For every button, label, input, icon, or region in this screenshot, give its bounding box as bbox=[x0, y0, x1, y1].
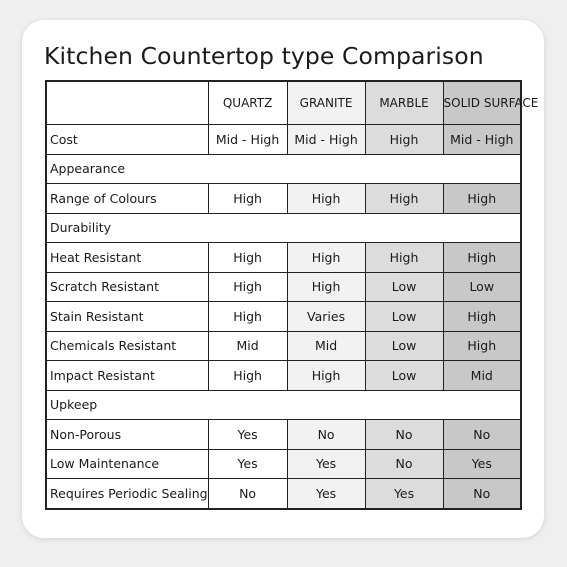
table-row bbox=[46, 302, 521, 332]
table-body bbox=[46, 125, 521, 509]
cell-marble: No bbox=[365, 420, 443, 450]
cell-marble: Low bbox=[365, 331, 443, 361]
column-header-quartz: QUARTZ bbox=[208, 81, 287, 125]
table-row bbox=[46, 361, 521, 391]
cell-granite: Mid - High bbox=[287, 125, 365, 155]
table-row bbox=[46, 420, 521, 450]
section-header-row bbox=[46, 213, 521, 243]
row-label: Range of Colours bbox=[46, 184, 208, 214]
cell-quartz: Yes bbox=[208, 420, 287, 450]
cell-granite: Yes bbox=[287, 479, 365, 509]
row-label: Heat Resistant bbox=[46, 243, 208, 273]
table-row bbox=[46, 331, 521, 361]
cell-solid-surface: High bbox=[443, 302, 521, 332]
page-title: Kitchen Countertop type Comparison bbox=[44, 42, 484, 70]
row-label: Cost bbox=[46, 125, 208, 155]
table-row bbox=[46, 272, 521, 302]
section-label: Upkeep bbox=[46, 390, 521, 420]
section-label: Durability bbox=[46, 213, 521, 243]
cell-granite: Mid bbox=[287, 331, 365, 361]
cell-granite: Varies bbox=[287, 302, 365, 332]
cell-granite: Yes bbox=[287, 449, 365, 479]
cell-marble: No bbox=[365, 449, 443, 479]
table-row bbox=[46, 479, 521, 509]
cell-marble: High bbox=[365, 243, 443, 273]
cell-granite: No bbox=[287, 420, 365, 450]
cell-solid-surface: Yes bbox=[443, 449, 521, 479]
column-header-solid-surface: SOLID SURFACE bbox=[443, 81, 521, 125]
cell-marble: High bbox=[365, 125, 443, 155]
cell-quartz: No bbox=[208, 479, 287, 509]
section-label: Appearance bbox=[46, 154, 521, 184]
cell-solid-surface: Mid - High bbox=[443, 125, 521, 155]
cell-solid-surface: High bbox=[443, 184, 521, 214]
row-label: Chemicals Resistant bbox=[46, 331, 208, 361]
cell-quartz: High bbox=[208, 243, 287, 273]
table-header-row bbox=[46, 81, 521, 125]
row-label: Impact Resistant bbox=[46, 361, 208, 391]
row-label: Scratch Resistant bbox=[46, 272, 208, 302]
cell-quartz: High bbox=[208, 302, 287, 332]
cell-solid-surface: Low bbox=[443, 272, 521, 302]
cell-granite: High bbox=[287, 272, 365, 302]
cell-solid-surface: No bbox=[443, 420, 521, 450]
column-header-marble: MARBLE bbox=[365, 81, 443, 125]
cell-quartz: High bbox=[208, 361, 287, 391]
cell-marble: High bbox=[365, 184, 443, 214]
cell-quartz: High bbox=[208, 272, 287, 302]
cell-solid-surface: High bbox=[443, 243, 521, 273]
cell-marble: Low bbox=[365, 272, 443, 302]
row-label: Non-Porous bbox=[46, 420, 208, 450]
header-corner-cell bbox=[46, 81, 208, 125]
table-row bbox=[46, 243, 521, 273]
section-header-row bbox=[46, 154, 521, 184]
table-row bbox=[46, 125, 521, 155]
section-header-row bbox=[46, 390, 521, 420]
cell-quartz: Mid - High bbox=[208, 125, 287, 155]
table-row bbox=[46, 449, 521, 479]
comparison-card bbox=[22, 20, 544, 538]
cell-solid-surface: Mid bbox=[443, 361, 521, 391]
cell-quartz: Yes bbox=[208, 449, 287, 479]
cell-marble: Yes bbox=[365, 479, 443, 509]
cell-marble: Low bbox=[365, 302, 443, 332]
cell-solid-surface: High bbox=[443, 331, 521, 361]
cell-quartz: Mid bbox=[208, 331, 287, 361]
cell-granite: High bbox=[287, 184, 365, 214]
table-row bbox=[46, 184, 521, 214]
cell-quartz: High bbox=[208, 184, 287, 214]
row-label: Requires Periodic Sealing bbox=[46, 479, 208, 509]
comparison-table bbox=[45, 80, 539, 510]
cell-granite: High bbox=[287, 243, 365, 273]
column-header-granite: GRANITE bbox=[287, 81, 365, 125]
cell-granite: High bbox=[287, 361, 365, 391]
cell-marble: Low bbox=[365, 361, 443, 391]
row-label: Stain Resistant bbox=[46, 302, 208, 332]
row-label: Low Maintenance bbox=[46, 449, 208, 479]
cell-solid-surface: No bbox=[443, 479, 521, 509]
